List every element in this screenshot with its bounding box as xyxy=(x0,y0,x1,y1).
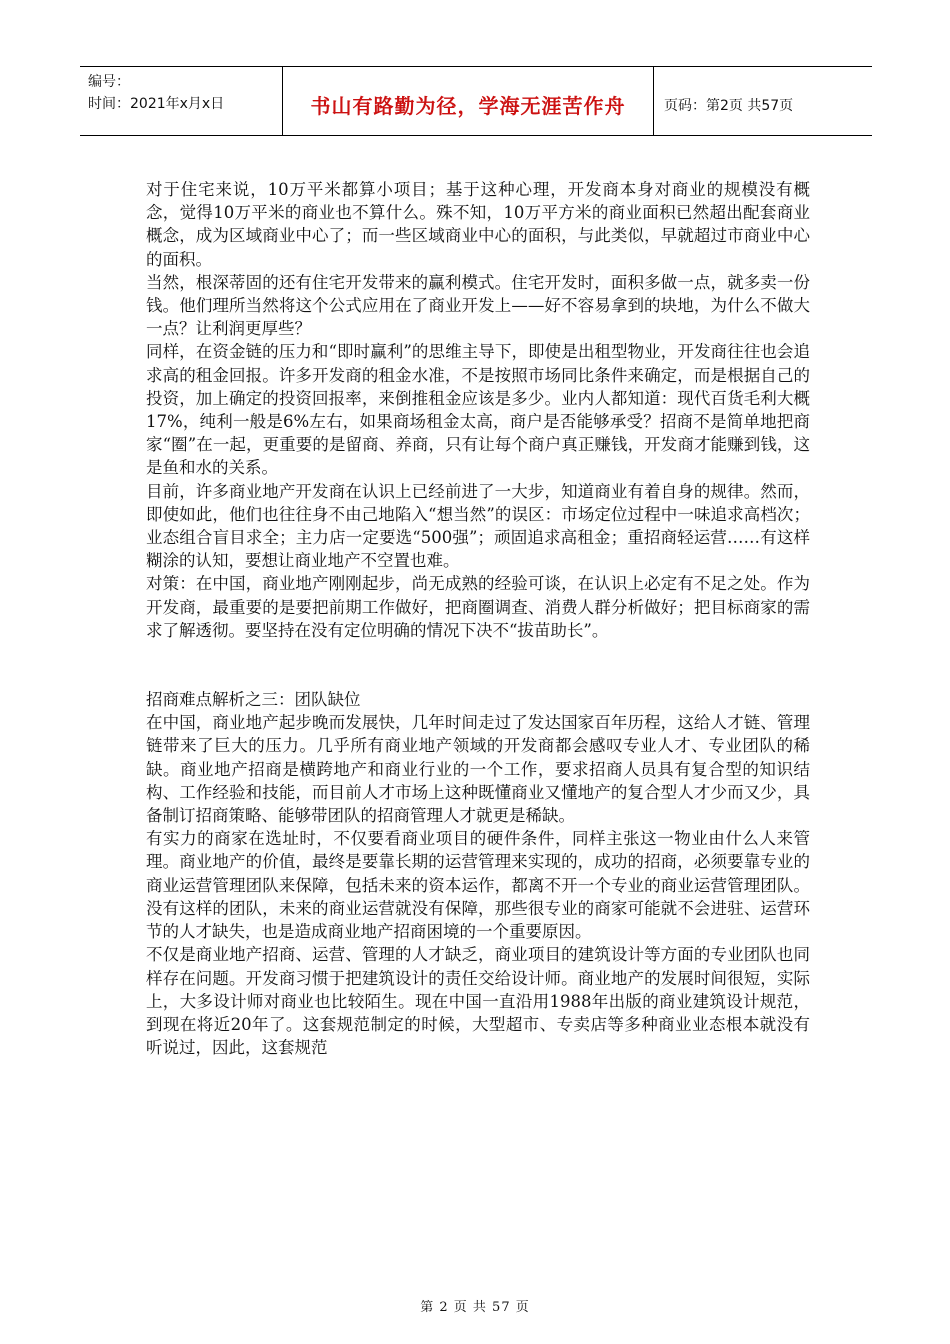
page-footer: 第 2 页 共 57 页 xyxy=(420,1300,530,1315)
document-number-label: 编号： xyxy=(88,74,130,90)
paragraph: 对策：在中国，商业地产刚刚起步，尚无成熟的经验可谈，在认识上必定有不足之处。作为开发商，最重要的是要把前期工作做好，把商圈调查、消费人群分析做好；把目标商家的需求了解透彻。要坚持在没有定位明确的情况下决不“拔苗助长”。 xyxy=(146,574,810,640)
section-spacer xyxy=(146,642,810,688)
paragraph: 不仅是商业地产招商、运营、管理的人才缺乏，商业项目的建筑设计等方面的专业团队也同样存在问题。开发商习惯于把建筑设计的责任交给设计师。商业地产的发展时间很短，实际上，大多设计师对商业也比较陌生。现在中国一直沿用1988年出版的商业建筑设计规范，到现在将近20年了。这套规范制定的时候，大型超市、专卖店等多种商业业态根本就没有听说过，因此，这套规范 xyxy=(146,945,810,1058)
paragraph: 当然，根深蒂固的还有住宅开发带来的赢利模式。住宅开发时，面积多做一点，就多卖一份钱。他们理所当然将这个公式应用在了商业开发上——好不容易拿到的块地，为什么不做大一点？让利润更厚些？ xyxy=(146,272,810,339)
header-motto-cell xyxy=(282,67,654,135)
document-date-label: 时间：2021年x月x日 xyxy=(88,96,225,112)
section-heading: 招商难点解析之三：团队缺位 xyxy=(146,690,361,710)
paragraph: 在中国，商业地产起步晚而发展快，几年时间走过了发达国家百年历程，这给人才链、管理链带来了巨大的压力。几乎所有商业地产领域的开发商都会感叹专业人才、专业团队的稀缺。商业地产招商是横跨地产和商业行业的一个工作，要求招商人员具有复合型的知识结构、工作经验和技能，而目前人才市场上这种既懂商业又懂地产的复合型人才少而又少，具备制订招商策略、能够带团队的招商管理人才就更是稀缺。 xyxy=(146,713,810,826)
paragraph: 有实力的商家在选址时，不仅要看商业项目的硬件条件，同样主张这一物业由什么人来管理。商业地产的价值，最终是要靠长期的运营管理来实现的，成功的招商，必须要靠专业的商业运营管理团队来保障，包括未来的资本运作，都离不开一个专业的商业运营管理团队。没有这样的团队，未来的商业运营就没有保障，那些很专业的商家可能就不会进驻、运营环节的人才缺失，也是造成商业地产招商困境的一个重要原因。 xyxy=(146,829,810,942)
paragraph: 同样，在资金链的压力和“即时赢利”的思维主导下，即使是出租型物业，开发商往往也会追求高的租金回报。许多开发商的租金水准，不是按照市场同比条件来确定，而是根据自己的投资，加上确定的投资回报率，来倒推租金应该是多少。业内人都知道：现代百货毛利大概17%，纯利一般是6%左右，如果商场租金太高，商户是否能够承受？招商不是简单地把商家“圈”在一起，更重要的是留商、养商，只有让每个商户真正赚钱，开发商才能赚到钱，这是鱼和水的关系。 xyxy=(146,342,810,478)
paragraph: 对于住宅来说，10万平米都算小项目；基于这种心理，开发商本身对商业的规模没有概念，觉得10万平米的商业也不算什么。殊不知，10万平方米的商业面积已然超出配套商业概念，成为区域商业中心了；而一些区域商业中心的面积，与此类似，早就超过市商业中心的面积。 xyxy=(146,180,810,269)
paragraph: 目前，许多商业地产开发商在认识上已经前进了一大步，知道商业有着自身的规律。然而，即使如此，他们也往往身不由己地陷入“想当然”的误区：市场定位过程中一味追求高档次；业态组合盲目求全；主力店一定要选“500强”；顽固追求高租金；重招商轻运营……有这样糊涂的认知，要想让商业地产不空置也难。 xyxy=(146,481,810,571)
page-header xyxy=(80,66,872,136)
document-body xyxy=(146,178,810,1059)
header-page-indicator: 页码：第2页 共57页 xyxy=(664,98,794,114)
header-motto: 书山有路勤为径，学海无涯苦作舟 xyxy=(310,93,626,118)
header-meta xyxy=(80,67,282,135)
